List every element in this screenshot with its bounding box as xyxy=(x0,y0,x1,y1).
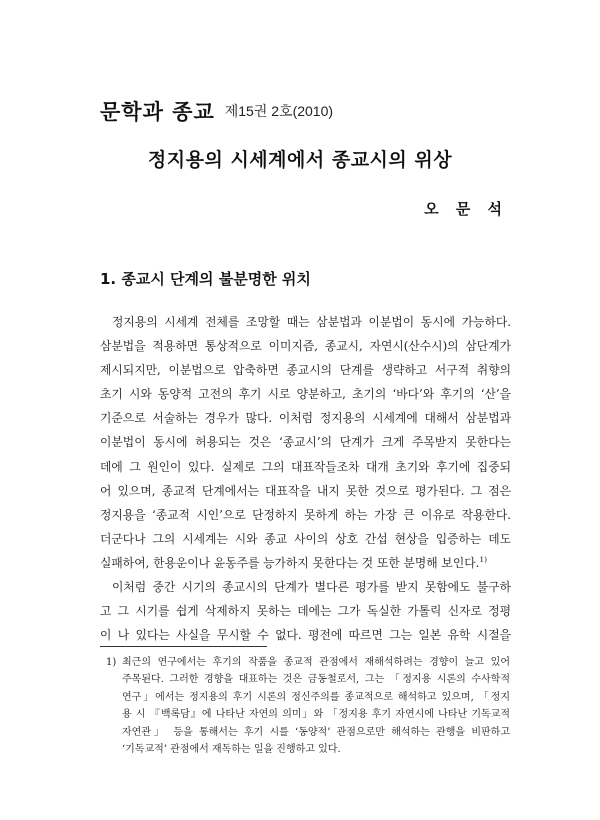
body-line: 데에 그 원인이 있다. 실제로 그의 대표작들조차 대개 초기와 후기에 집중되 xyxy=(100,459,511,474)
footnote-line: 주목된다. 그러한 경향을 대표하는 것은 금동철로서, 그는 「정지용 시론의 수사학적 xyxy=(122,674,510,686)
body-line: 정지용을 ‘종교적 시인’으로 단정하지 못하게 하는 가장 큰 이유로 작용한다. xyxy=(100,507,511,522)
body-text xyxy=(100,310,511,647)
footnote-line: 용 시 『백록담』에 나타난 자연의 의미」와 「정지용 후기 자연시에 나타난 기독교적 xyxy=(122,709,510,721)
footnote-line: 연구」에서는 정지용의 후기 시론의 정신주의를 종교적으로 해석하고 있으며, 「정지 xyxy=(122,691,510,703)
body-line: 초기 시와 동양적 고전의 후기 시로 양분하고, 초기의 ‘바다’와 후기의 ‘산’을 xyxy=(100,387,511,402)
article-title: 정지용의 시세계에서 종교시의 위상 xyxy=(147,149,453,171)
footnote-line: 최근의 연구에서는 후기의 작품을 종교적 관점에서 재해석하려는 경향이 늘고 있어 xyxy=(122,657,510,668)
body-line-text: 실패하여, 한용운이나 윤동주를 능가하지 못한다는 것 또한 분명해 보인다. xyxy=(100,555,480,570)
author-name: 오 문 석 xyxy=(424,200,508,218)
journal-logo: 문학과 종교 xyxy=(100,100,215,124)
body-line: 기준으로 서술하는 경우가 많다. 이처럼 정지용의 시세계에 대해서 삼분법과 xyxy=(100,411,511,426)
footnote-marker: 1) xyxy=(106,657,117,668)
body-line: 삼분법을 적용하면 통상적으로 이미지즘, 종교시, 자연시(산수시)의 삼단계가 xyxy=(100,339,511,354)
footnote-text xyxy=(122,654,510,758)
body-line: 고 그 시기를 쉽게 삭제하지 못하는 데에는 그가 독실한 가톨릭 신자로 정평 xyxy=(100,604,511,619)
section-heading: 1. 종교시 단계의 불분명한 위치 xyxy=(100,270,311,288)
journal-header xyxy=(100,95,333,127)
footnote xyxy=(100,654,510,758)
journal-issue: 제15권 2호(2010) xyxy=(224,103,334,119)
footnote-divider xyxy=(100,646,267,647)
body-line: 더군다나 그의 시세계는 시와 종교 사이의 상호 간섭 현상을 입증하는 데도 xyxy=(100,531,511,546)
body-line: 어 있으며, 종교적 단계에서는 대표작을 내지 못한 것으로 평가된다. 그 점은 xyxy=(100,483,511,498)
footnote-reference[interactable]: 1) xyxy=(479,555,488,565)
body-line: 이분법이 동시에 허용되는 것은 ‘종교시’의 단계가 크게 주목받지 못한다는 xyxy=(100,435,511,450)
body-line: 정지용의 시세계 전체를 조망할 때는 삼분법과 이분법이 동시에 가능하다. xyxy=(112,315,511,329)
body-line: 이처럼 중간 시기의 종교시의 단계가 별다른 평가를 받지 못함에도 불구하 xyxy=(112,580,511,595)
body-line-with-footnote xyxy=(100,551,511,575)
body-line: 제시되지만, 이분법으로 압축하면 종교시의 단계를 생략하고 서구적 취향의 xyxy=(100,363,511,378)
footnote-line: ‘기독교적’ 관점에서 재독하는 일을 진행하고 있다. xyxy=(122,743,341,755)
footnote-line: 자연관」 등을 통해서는 후기 시를 ‘동양적’ 관점으로만 해석하는 관행을 비판하고 xyxy=(122,726,510,738)
body-line: 이 나 있다는 사실을 무시할 수 없다. 평전에 따르면 그는 일본 유학 시절을 xyxy=(100,628,511,643)
